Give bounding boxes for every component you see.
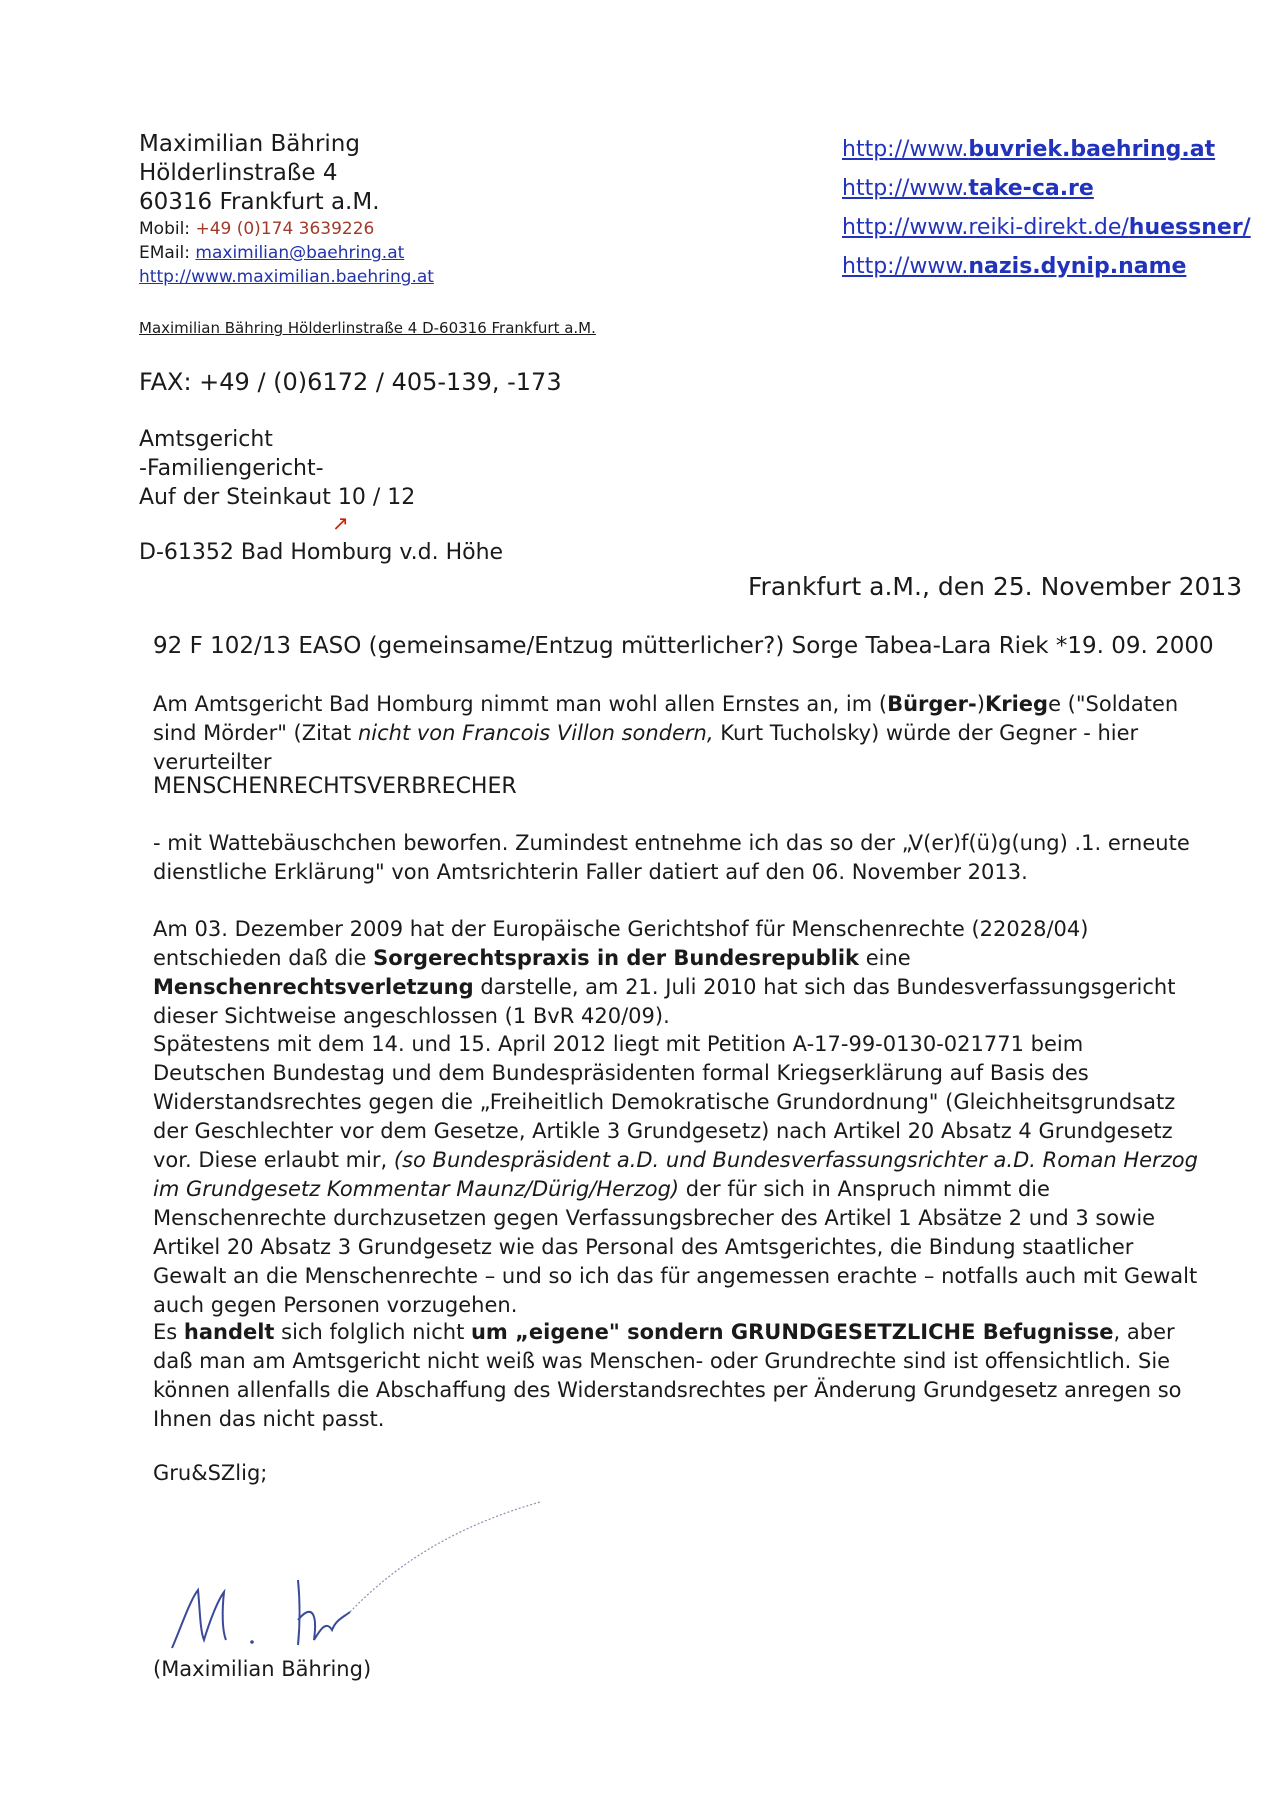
sender-email [139, 241, 434, 265]
sender-mobile [139, 217, 434, 241]
sender-website [139, 265, 434, 289]
email-label: EMail: [139, 243, 190, 263]
signature-name: (Maximilian Bähring) [153, 1657, 372, 1681]
paragraph-4: Spätestens mit dem 14. und 15. April 2012 liegt mit Petition A-17-99-0130-021771 beim Deutschen Bundestag und dem Bundespräsidenten formal Kriegserklärung auf Basis des Widerstandsrechtes gegen die „Freiheitlich Demokratische Grundordnung" (Gleichheitsgrundsatz der Geschlechter vor dem Gesetze, Artikle 3 Grundgesetz) nach Artikel 20 Absatz 4 Grundgesetz vor. Diese erlaubt mir, (so Bundespräsident a.D. und Bundesverfassungsrichter a.D. Roman Herzog im Grundgesetz Kommentar Maunz/Dürig/Herzog) der für sich in Anspruch nimmt die Menschenrechte durchzusetzen gegen Verfassungsbrecher des Artikel 1 Absätze 2 und 3 sowie Artikel 20 Absatz 3 Grundgesetz wie das Personal des Amtsgerichtes, die Bindung staatlicher Gewalt an die Menschenrechte – und so ich das für angemessen erachte – notfalls auch mit Gewalt auch gegen Personen vorzugehen. [153, 1032, 1198, 1317]
signature-image [160, 1480, 560, 1670]
link-reiki[interactable]: http://www.reiki-direkt.de/huessner/ [842, 215, 1251, 240]
fax-number: FAX: +49 / (0)6172 / 405-139, -173 [139, 368, 562, 396]
mobile-label: Mobil: [139, 219, 191, 239]
letter-date: Frankfurt a.M., den 25. November 2013 [748, 572, 1243, 601]
paragraph-3: Am 03. Dezember 2009 hat der Europäische Gerichtshof für Menschenrechte (22028/04) entschieden daß die Sorgerechtspraxis in der Bundesrepublik eine Menschenrechtsverletzung darstelle, am 21. Juli 2010 hat sich das Bundesverfassungsgericht dieser Sichtweise angeschlossen (1 BvR 420/09). [153, 917, 1176, 1028]
closing-greeting: Gru&SZlig; [153, 1461, 268, 1485]
email-link[interactable]: maximilian@baehring.at [195, 243, 405, 263]
subject-line: 92 F 102/13 EASO (gemeinsame/Entzug mütterlicher?) Sorge Tabea-Lara Riek *19. 09. 2000 [153, 633, 1214, 659]
recipient-line2: -Familiengericht- [139, 456, 324, 481]
heading-menschenrechtsverbrecher: MENSCHENRECHTSVERBRECHER [153, 774, 517, 799]
recipient-address [139, 425, 415, 512]
recipient-line3: Auf der Steinkaut 10 / 12 [139, 485, 416, 510]
website-link[interactable]: http://www.maximilian.baehring.at [139, 267, 434, 287]
sender-street: Hölderlinstraße 4 [139, 160, 338, 186]
paragraph-2: - mit Wattebäuschchen beworfen. Zumindest entnehme ich das so der „V(er)f(ü)g(ung) .1. erneute dienstliche Erklärung" von Amtsrichterin Faller datiert auf den 06. November 2013. [153, 831, 1190, 884]
sender-name: Maximilian Bähring [139, 131, 360, 157]
links-block [842, 130, 1251, 286]
link-take-care[interactable]: http://www.take-ca.re [842, 176, 1094, 201]
recipient-city: D-61352 Bad Homburg v.d. Höhe [139, 540, 504, 565]
mobile-value: +49 (0)174 3639226 [195, 219, 375, 239]
arrow-up-right-icon: ↗ [332, 511, 349, 535]
sender-block [139, 130, 434, 289]
recipient-line1: Amtsgericht [139, 427, 273, 452]
link-nazis[interactable]: http://www.nazis.dynip.name [842, 254, 1187, 279]
link-buvriek[interactable]: http://www.buvriek.baehring.at [842, 137, 1216, 162]
sender-city: 60316 Frankfurt a.M. [139, 189, 380, 215]
paragraph-1: Am Amtsgericht Bad Homburg nimmt man wohl allen Ernstes an, im (Bürger-)Kriege ("Soldaten sind Mörder" (Zitat nicht von Francois Villon sondern, Kurt Tucholsky) würde der Gegner - hier verurteilter [153, 692, 1179, 774]
return-address-line: Maximilian Bähring Hölderlinstraße 4 D-60316 Frankfurt a.M. [139, 319, 596, 337]
paragraph-5: Es handelt sich folglich nicht um „eigene" sondern GRUNDGESETZLICHE Befugnisse, aber daß man am Amtsgericht nicht weiß was Menschen- oder Grundrechte sind ist offensichtlich. Sie können allenfalls die Abschaffung des Widerstandsrechtes per Änderung Grundgesetz anregen so Ihnen das nicht passt. [153, 1320, 1182, 1431]
